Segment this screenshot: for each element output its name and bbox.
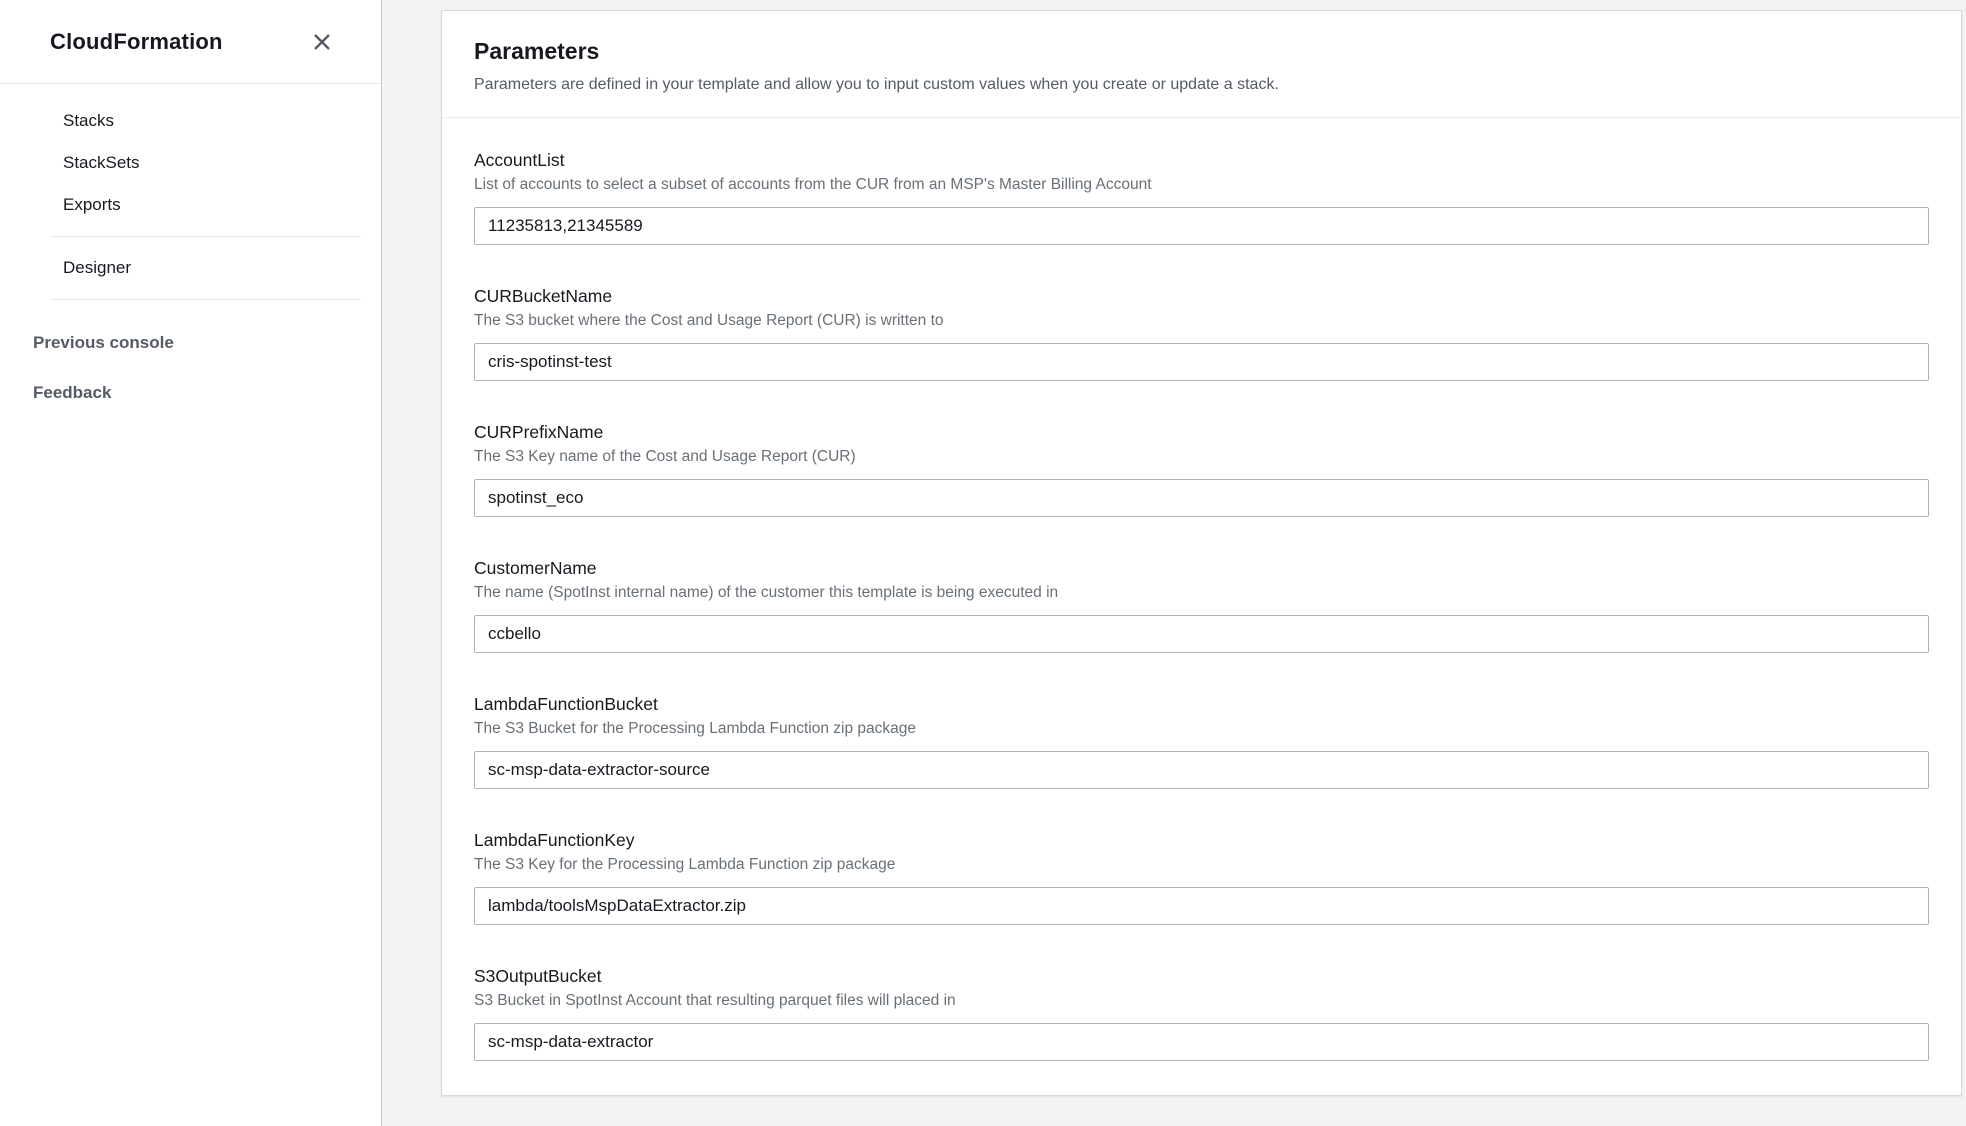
sidebar-divider (50, 236, 361, 237)
panel-description: Parameters are defined in your template and allow you to input custom values when you create or update a stack. (474, 76, 1279, 93)
parameter-description: The S3 Key for the Processing Lambda Function zip package (474, 856, 896, 873)
sidebar-header (0, 0, 381, 84)
panel-title: Parameters (474, 38, 600, 64)
parameter-name-label: AccountList (474, 150, 565, 170)
close-sidebar-button[interactable] (307, 27, 337, 57)
parameter-description: The S3 Key name of the Cost and Usage Report (CUR) (474, 448, 856, 465)
parameter-value-input[interactable] (474, 343, 1929, 381)
parameter-name-label: S3OutputBucket (474, 966, 602, 986)
sidebar-nav-item (0, 100, 381, 142)
parameter-name-label: CURBucketName (474, 286, 613, 306)
sidebar-nav-link[interactable]: StackSets (63, 153, 140, 172)
sidebar-secondary-list (0, 247, 381, 289)
parameter-description: S3 Bucket in SpotInst Account that resulting parquet files will placed in (474, 992, 956, 1009)
parameter-value-input[interactable] (474, 887, 1929, 925)
parameter-value-input[interactable] (474, 615, 1929, 653)
parameter-field (474, 692, 1929, 789)
parameter-name-label: CURPrefixName (474, 422, 604, 442)
parameters-form (442, 118, 1961, 1095)
parameter-field (474, 964, 1929, 1061)
parameter-value-input[interactable] (474, 751, 1929, 789)
parameter-description: The S3 bucket where the Cost and Usage Report (CUR) is written to (474, 312, 944, 329)
sidebar-footer-links (0, 318, 381, 418)
parameter-field (474, 420, 1929, 517)
sidebar-footer-link[interactable]: Feedback (33, 383, 112, 402)
parameter-field (474, 148, 1929, 245)
sidebar-footer-link[interactable]: Previous console (33, 333, 174, 352)
parameter-field (474, 556, 1929, 653)
app-title: CloudFormation (50, 28, 223, 54)
sidebar-nav (0, 84, 381, 418)
parameters-panel (441, 10, 1962, 1096)
sidebar-nav-link[interactable]: Designer (63, 258, 132, 277)
parameter-name-label: CustomerName (474, 558, 597, 578)
sidebar-nav-link[interactable]: Exports (63, 195, 121, 214)
sidebar-nav-link[interactable]: Stacks (63, 111, 115, 130)
sidebar-nav-item (0, 142, 381, 184)
close-icon (311, 41, 333, 56)
parameter-description: List of accounts to select a subset of accounts from the CUR from an MSP's Master Billing Account (474, 176, 1152, 193)
sidebar-divider (50, 299, 361, 300)
sidebar-nav-item (0, 247, 381, 289)
sidebar (0, 0, 382, 1126)
parameter-value-input[interactable] (474, 1023, 1929, 1061)
parameter-value-input[interactable] (474, 479, 1929, 517)
parameter-description: The S3 Bucket for the Processing Lambda Function zip package (474, 720, 916, 737)
sidebar-nav-item (0, 184, 381, 226)
parameter-description: The name (SpotInst internal name) of the customer this template is being executed in (474, 584, 1059, 601)
parameter-value-input[interactable] (474, 207, 1929, 245)
parameter-field (474, 284, 1929, 381)
parameter-name-label: LambdaFunctionBucket (474, 694, 658, 714)
parameter-name-label: LambdaFunctionKey (474, 830, 635, 850)
sidebar-nav-list (0, 100, 381, 226)
parameter-field (474, 828, 1929, 925)
main-content (382, 0, 1966, 1126)
parameters-panel-header (442, 11, 1961, 118)
